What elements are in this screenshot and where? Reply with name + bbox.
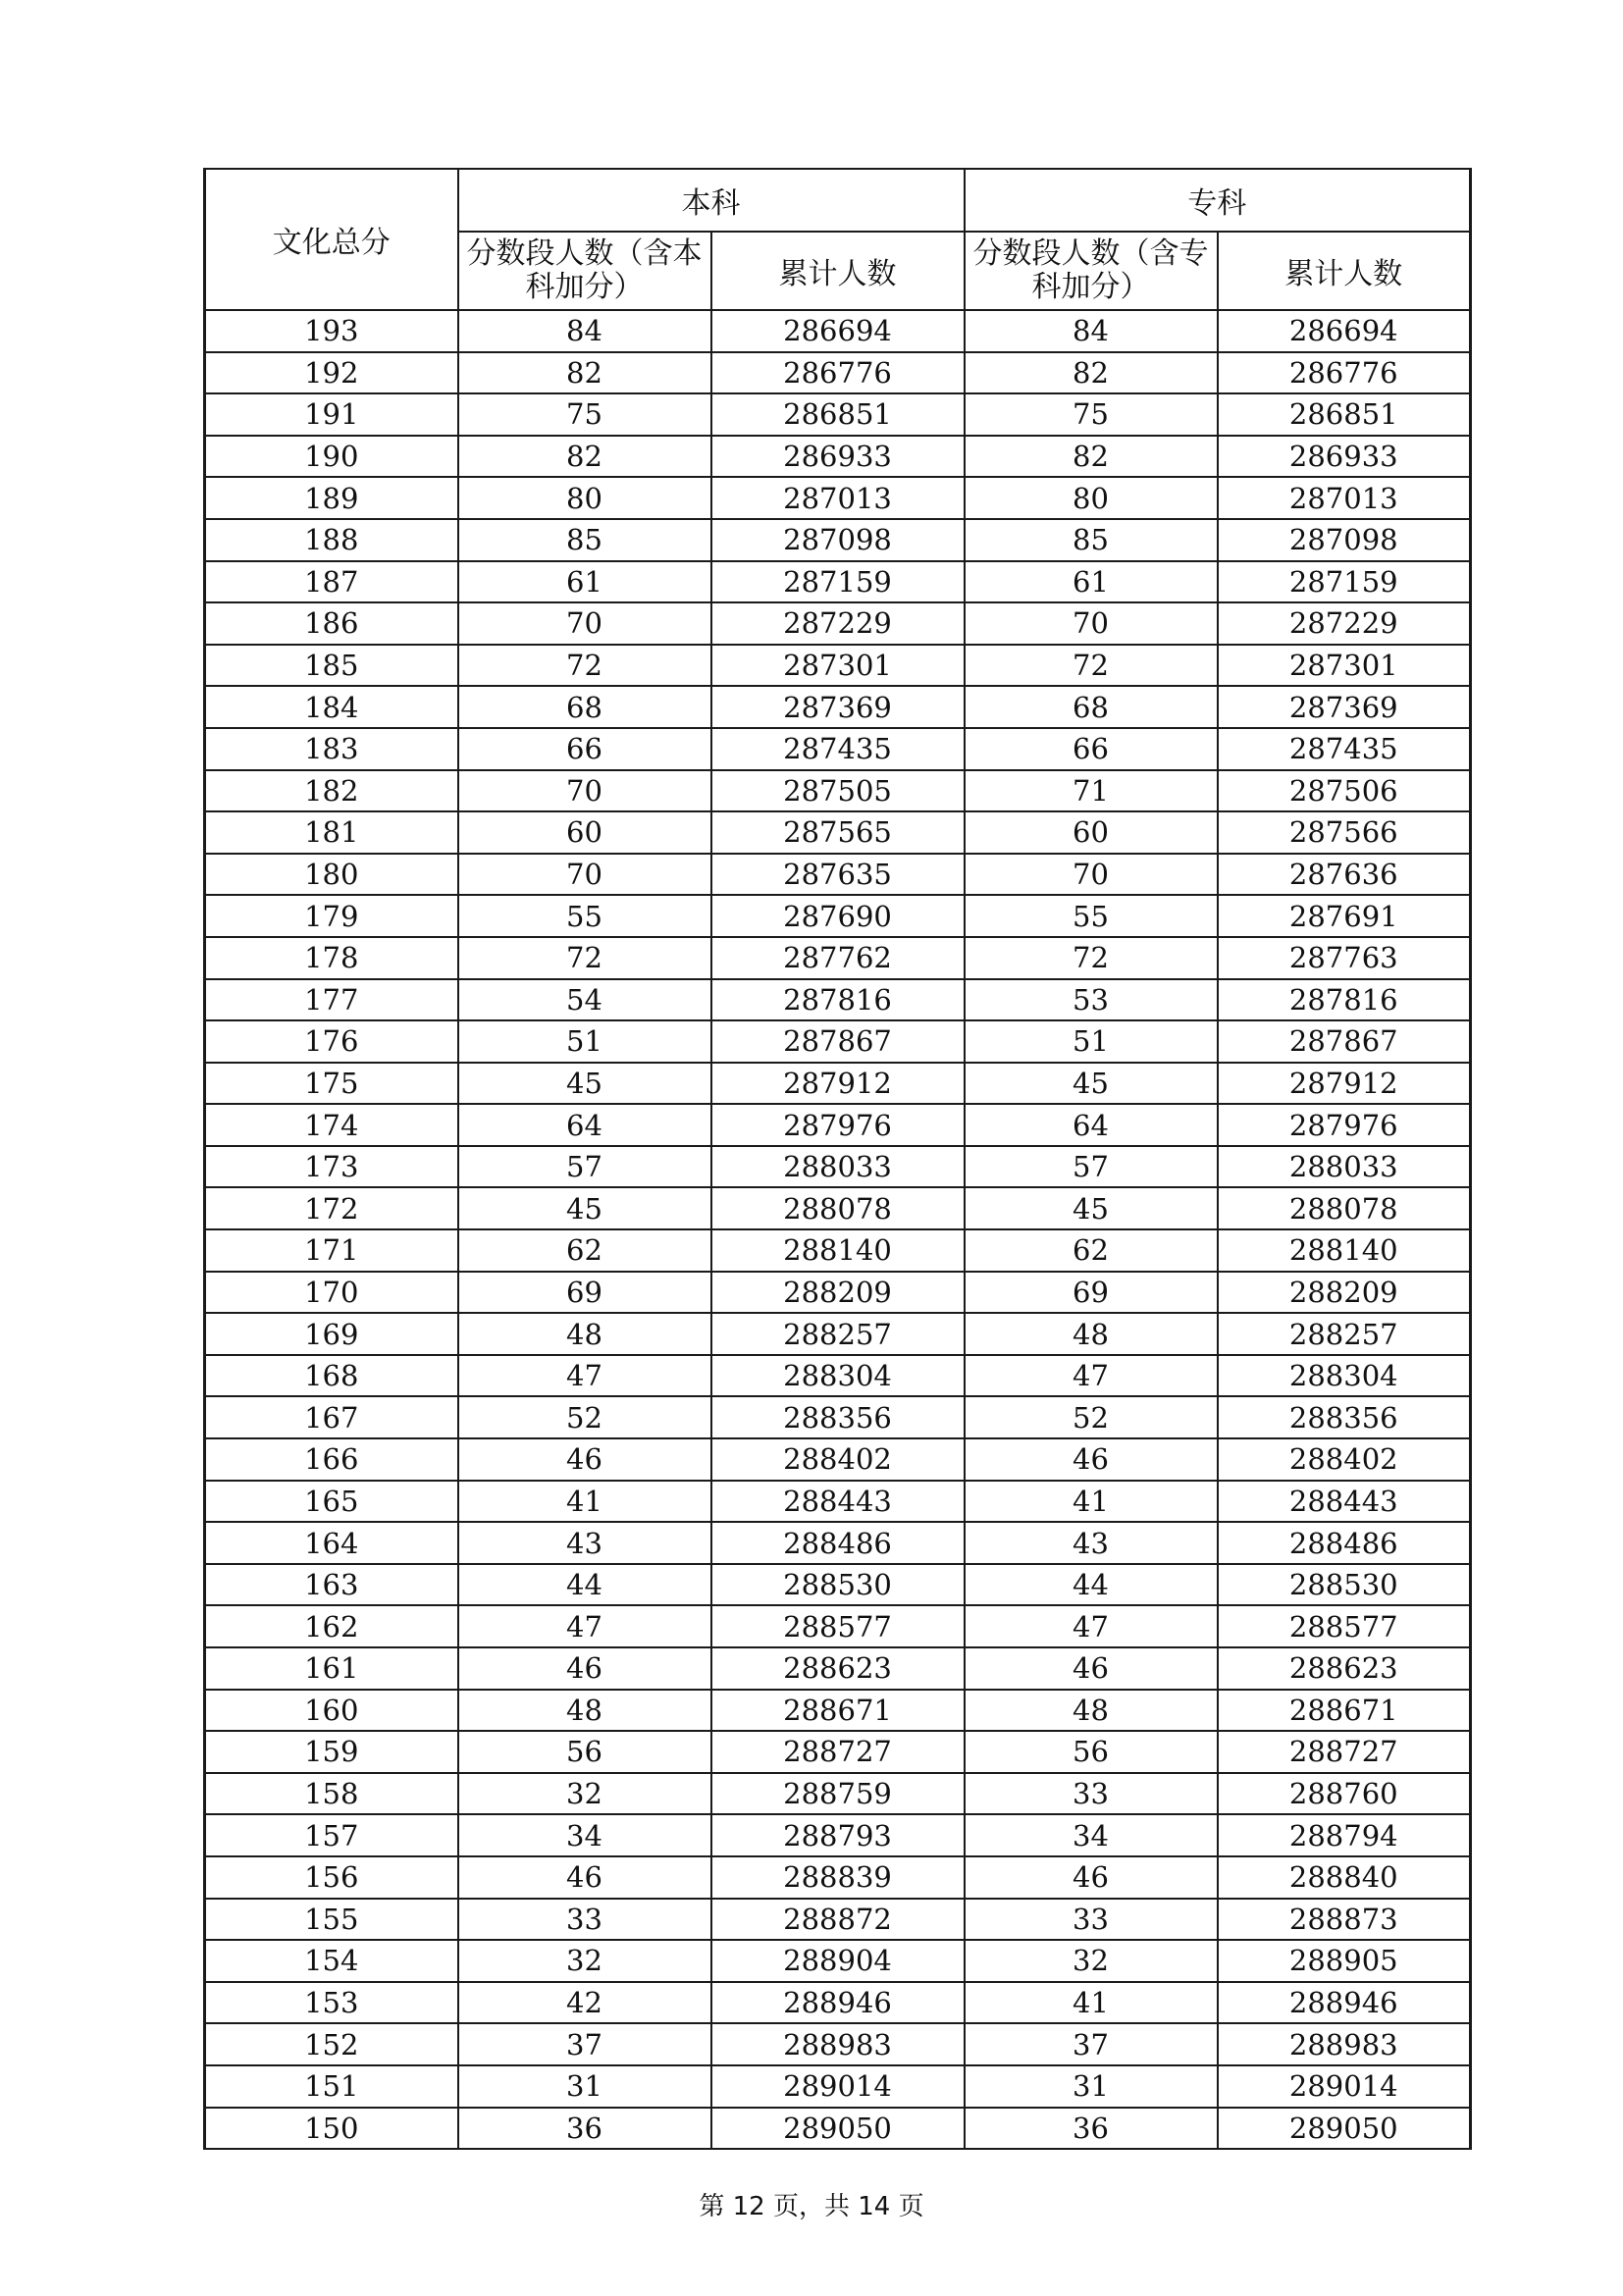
zhuanke-cumulative-cell: 288530: [1218, 1564, 1471, 1606]
zhuanke-cumulative-cell: 287013: [1218, 477, 1471, 519]
header-zhuanke: 专科: [965, 169, 1471, 232]
benke-cumulative-cell: 287229: [711, 602, 965, 645]
zhuanke-cumulative-cell: 289050: [1218, 2108, 1471, 2150]
zhuanke-cumulative-cell: 287763: [1218, 937, 1471, 979]
benke-segment-cell: 32: [458, 1940, 711, 1982]
zhuanke-cumulative-cell: 286851: [1218, 393, 1471, 436]
total-score-cell: 167: [205, 1396, 458, 1438]
total-score-cell: 174: [205, 1104, 458, 1146]
score-distribution-table: [203, 168, 1472, 2150]
table-row: [205, 854, 1471, 896]
table-row: [205, 937, 1471, 979]
zhuanke-cumulative-cell: 288486: [1218, 1522, 1471, 1564]
zhuanke-segment-cell: 43: [965, 1522, 1218, 1564]
benke-segment-cell: 54: [458, 979, 711, 1021]
benke-cumulative-cell: 287435: [711, 728, 965, 770]
total-score-cell: 162: [205, 1605, 458, 1647]
table-row: [205, 393, 1471, 436]
benke-cumulative-cell: 288257: [711, 1313, 965, 1355]
zhuanke-segment-cell: 33: [965, 1899, 1218, 1941]
zhuanke-segment-cell: 62: [965, 1229, 1218, 1272]
zhuanke-segment-cell: 61: [965, 561, 1218, 603]
table-row: [205, 561, 1471, 603]
benke-segment-cell: 44: [458, 1564, 711, 1606]
zhuanke-segment-cell: 46: [965, 1647, 1218, 1690]
zhuanke-cumulative-cell: 287159: [1218, 561, 1471, 603]
benke-segment-cell: 84: [458, 310, 711, 352]
table-row: [205, 477, 1471, 519]
total-score-cell: 156: [205, 1856, 458, 1899]
zhuanke-cumulative-cell: 288840: [1218, 1856, 1471, 1899]
total-score-cell: 173: [205, 1146, 458, 1188]
benke-cumulative-cell: 288759: [711, 1773, 965, 1815]
zhuanke-segment-cell: 52: [965, 1396, 1218, 1438]
benke-cumulative-cell: 288443: [711, 1481, 965, 1523]
header-benke: 本科: [458, 169, 965, 232]
table-row: [205, 1355, 1471, 1397]
table-row: [205, 1313, 1471, 1355]
zhuanke-cumulative-cell: 289014: [1218, 2065, 1471, 2108]
table-row: [205, 1063, 1471, 1105]
zhuanke-segment-cell: 34: [965, 1814, 1218, 1856]
total-score-cell: 158: [205, 1773, 458, 1815]
benke-cumulative-cell: 287013: [711, 477, 965, 519]
zhuanke-cumulative-cell: 287435: [1218, 728, 1471, 770]
table-row: [205, 1146, 1471, 1188]
benke-cumulative-cell: 287635: [711, 854, 965, 896]
benke-cumulative-cell: 287159: [711, 561, 965, 603]
table-row: [205, 602, 1471, 645]
zhuanke-cumulative-cell: 288794: [1218, 1814, 1471, 1856]
total-score-cell: 180: [205, 854, 458, 896]
zhuanke-cumulative-cell: 288078: [1218, 1187, 1471, 1229]
benke-cumulative-cell: 287867: [711, 1020, 965, 1063]
table-row: [205, 2023, 1471, 2065]
total-score-cell: 186: [205, 602, 458, 645]
benke-segment-cell: 37: [458, 2023, 711, 2065]
total-score-cell: 164: [205, 1522, 458, 1564]
benke-segment-cell: 72: [458, 937, 711, 979]
zhuanke-segment-cell: 37: [965, 2023, 1218, 2065]
total-score-cell: 170: [205, 1272, 458, 1314]
zhuanke-segment-cell: 51: [965, 1020, 1218, 1063]
table-row: [205, 1690, 1471, 1732]
benke-cumulative-cell: 288904: [711, 1940, 965, 1982]
zhuanke-cumulative-cell: 288356: [1218, 1396, 1471, 1438]
zhuanke-segment-cell: 41: [965, 1982, 1218, 2024]
benke-cumulative-cell: 287505: [711, 770, 965, 812]
benke-segment-cell: 46: [458, 1856, 711, 1899]
total-score-cell: 179: [205, 895, 458, 937]
page-number-footer: 第 12 页，共 14 页: [699, 2192, 924, 2221]
benke-segment-cell: 61: [458, 561, 711, 603]
benke-segment-cell: 48: [458, 1690, 711, 1732]
benke-segment-cell: 33: [458, 1899, 711, 1941]
benke-cumulative-cell: 288078: [711, 1187, 965, 1229]
zhuanke-segment-cell: 56: [965, 1731, 1218, 1773]
zhuanke-segment-cell: 80: [965, 477, 1218, 519]
header-total-score: 文化总分: [205, 169, 458, 310]
zhuanke-segment-cell: 47: [965, 1355, 1218, 1397]
table-row: [205, 1438, 1471, 1481]
zhuanke-segment-cell: 41: [965, 1481, 1218, 1523]
zhuanke-cumulative-cell: 287506: [1218, 770, 1471, 812]
zhuanke-cumulative-cell: 288946: [1218, 1982, 1471, 2024]
benke-cumulative-cell: 287912: [711, 1063, 965, 1105]
table-row: [205, 770, 1471, 812]
table-row: [205, 1104, 1471, 1146]
benke-cumulative-cell: 288356: [711, 1396, 965, 1438]
total-score-cell: 177: [205, 979, 458, 1021]
total-score-cell: 157: [205, 1814, 458, 1856]
table-row: [205, 1564, 1471, 1606]
total-score-cell: 193: [205, 310, 458, 352]
total-score-cell: 187: [205, 561, 458, 603]
total-score-cell: 151: [205, 2065, 458, 2108]
table-row: [205, 519, 1471, 561]
benke-segment-cell: 41: [458, 1481, 711, 1523]
zhuanke-segment-cell: 47: [965, 1605, 1218, 1647]
zhuanke-cumulative-cell: 287912: [1218, 1063, 1471, 1105]
benke-cumulative-cell: 287369: [711, 686, 965, 728]
total-score-cell: 154: [205, 1940, 458, 1982]
zhuanke-cumulative-cell: 288760: [1218, 1773, 1471, 1815]
table-row: [205, 1481, 1471, 1523]
zhuanke-cumulative-cell: 287636: [1218, 854, 1471, 896]
benke-cumulative-cell: 286933: [711, 436, 965, 478]
zhuanke-cumulative-cell: 287301: [1218, 645, 1471, 687]
benke-segment-cell: 60: [458, 811, 711, 854]
table-row: [205, 1647, 1471, 1690]
benke-cumulative-cell: 288530: [711, 1564, 965, 1606]
benke-segment-cell: 82: [458, 436, 711, 478]
zhuanke-cumulative-cell: 288033: [1218, 1146, 1471, 1188]
zhuanke-segment-cell: 69: [965, 1272, 1218, 1314]
table-row: [205, 436, 1471, 478]
benke-segment-cell: 51: [458, 1020, 711, 1063]
benke-cumulative-cell: 287565: [711, 811, 965, 854]
total-score-cell: 161: [205, 1647, 458, 1690]
benke-cumulative-cell: 288577: [711, 1605, 965, 1647]
zhuanke-segment-cell: 45: [965, 1063, 1218, 1105]
total-score-cell: 178: [205, 937, 458, 979]
benke-segment-cell: 31: [458, 2065, 711, 2108]
table-row: [205, 1522, 1471, 1564]
zhuanke-segment-cell: 60: [965, 811, 1218, 854]
total-score-cell: 169: [205, 1313, 458, 1355]
total-score-cell: 172: [205, 1187, 458, 1229]
table-body: [205, 310, 1471, 2149]
benke-segment-cell: 75: [458, 393, 711, 436]
zhuanke-segment-cell: 33: [965, 1773, 1218, 1815]
benke-cumulative-cell: 286694: [711, 310, 965, 352]
zhuanke-segment-cell: 31: [965, 2065, 1218, 2108]
benke-cumulative-cell: 288671: [711, 1690, 965, 1732]
total-score-cell: 190: [205, 436, 458, 478]
total-score-cell: 150: [205, 2108, 458, 2150]
benke-cumulative-cell: 289014: [711, 2065, 965, 2108]
zhuanke-segment-cell: 71: [965, 770, 1218, 812]
benke-segment-cell: 57: [458, 1146, 711, 1188]
zhuanke-cumulative-cell: 288873: [1218, 1899, 1471, 1941]
zhuanke-segment-cell: 45: [965, 1187, 1218, 1229]
benke-segment-cell: 69: [458, 1272, 711, 1314]
zhuanke-segment-cell: 48: [965, 1313, 1218, 1355]
benke-segment-cell: 42: [458, 1982, 711, 2024]
benke-segment-cell: 62: [458, 1229, 711, 1272]
table-row: [205, 1229, 1471, 1272]
table-row: [205, 2108, 1471, 2150]
zhuanke-segment-cell: 70: [965, 854, 1218, 896]
total-score-cell: 171: [205, 1229, 458, 1272]
total-score-cell: 181: [205, 811, 458, 854]
total-score-cell: 159: [205, 1731, 458, 1773]
total-score-cell: 184: [205, 686, 458, 728]
total-score-cell: 189: [205, 477, 458, 519]
zhuanke-cumulative-cell: 288727: [1218, 1731, 1471, 1773]
total-score-cell: 192: [205, 352, 458, 394]
benke-cumulative-cell: 288623: [711, 1647, 965, 1690]
table-row: [205, 895, 1471, 937]
benke-segment-cell: 55: [458, 895, 711, 937]
zhuanke-segment-cell: 46: [965, 1438, 1218, 1481]
table-row: [205, 1940, 1471, 1982]
zhuanke-cumulative-cell: 287976: [1218, 1104, 1471, 1146]
zhuanke-segment-cell: 57: [965, 1146, 1218, 1188]
table-row: [205, 686, 1471, 728]
benke-cumulative-cell: 288983: [711, 2023, 965, 2065]
benke-cumulative-cell: 287690: [711, 895, 965, 937]
zhuanke-segment-cell: 82: [965, 436, 1218, 478]
zhuanke-cumulative-cell: 287098: [1218, 519, 1471, 561]
benke-segment-cell: 72: [458, 645, 711, 687]
benke-cumulative-cell: 286851: [711, 393, 965, 436]
zhuanke-cumulative-cell: 287369: [1218, 686, 1471, 728]
benke-segment-cell: 70: [458, 770, 711, 812]
header-benke-segment-count: 分数段人数（含本科加分）: [458, 232, 711, 310]
total-score-cell: 166: [205, 1438, 458, 1481]
table-row: [205, 1396, 1471, 1438]
zhuanke-segment-cell: 46: [965, 1856, 1218, 1899]
benke-segment-cell: 52: [458, 1396, 711, 1438]
benke-segment-cell: 68: [458, 686, 711, 728]
table-row: [205, 1773, 1471, 1815]
zhuanke-segment-cell: 84: [965, 310, 1218, 352]
zhuanke-cumulative-cell: 288257: [1218, 1313, 1471, 1355]
zhuanke-segment-cell: 75: [965, 393, 1218, 436]
total-score-cell: 155: [205, 1899, 458, 1941]
benke-segment-cell: 46: [458, 1647, 711, 1690]
zhuanke-segment-cell: 44: [965, 1564, 1218, 1606]
benke-segment-cell: 56: [458, 1731, 711, 1773]
zhuanke-segment-cell: 36: [965, 2108, 1218, 2150]
benke-cumulative-cell: 288304: [711, 1355, 965, 1397]
total-score-cell: 175: [205, 1063, 458, 1105]
benke-segment-cell: 43: [458, 1522, 711, 1564]
table-row: [205, 1020, 1471, 1063]
zhuanke-segment-cell: 82: [965, 352, 1218, 394]
table-row: [205, 1856, 1471, 1899]
benke-segment-cell: 64: [458, 1104, 711, 1146]
total-score-cell: 160: [205, 1690, 458, 1732]
table-row: [205, 1731, 1471, 1773]
zhuanke-segment-cell: 64: [965, 1104, 1218, 1146]
zhuanke-segment-cell: 85: [965, 519, 1218, 561]
zhuanke-cumulative-cell: 286694: [1218, 310, 1471, 352]
zhuanke-segment-cell: 68: [965, 686, 1218, 728]
benke-segment-cell: 47: [458, 1605, 711, 1647]
zhuanke-segment-cell: 66: [965, 728, 1218, 770]
benke-segment-cell: 34: [458, 1814, 711, 1856]
table-row: [205, 352, 1471, 394]
benke-cumulative-cell: 287301: [711, 645, 965, 687]
benke-segment-cell: 66: [458, 728, 711, 770]
header-zhuanke-cumulative: 累计人数: [1218, 232, 1471, 310]
zhuanke-cumulative-cell: 287691: [1218, 895, 1471, 937]
table-row: [205, 1814, 1471, 1856]
total-score-cell: 152: [205, 2023, 458, 2065]
zhuanke-cumulative-cell: 288623: [1218, 1647, 1471, 1690]
zhuanke-segment-cell: 72: [965, 937, 1218, 979]
benke-cumulative-cell: 287098: [711, 519, 965, 561]
benke-cumulative-cell: 288486: [711, 1522, 965, 1564]
zhuanke-cumulative-cell: 288304: [1218, 1355, 1471, 1397]
zhuanke-cumulative-cell: 286776: [1218, 352, 1471, 394]
table-row: [205, 1899, 1471, 1941]
total-score-cell: 168: [205, 1355, 458, 1397]
table-row: [205, 310, 1471, 352]
zhuanke-cumulative-cell: 288402: [1218, 1438, 1471, 1481]
total-score-cell: 188: [205, 519, 458, 561]
benke-cumulative-cell: 288140: [711, 1229, 965, 1272]
total-score-cell: 153: [205, 1982, 458, 2024]
table-row: [205, 1982, 1471, 2024]
zhuanke-segment-cell: 55: [965, 895, 1218, 937]
benke-cumulative-cell: 288033: [711, 1146, 965, 1188]
benke-cumulative-cell: 286776: [711, 352, 965, 394]
benke-cumulative-cell: 289050: [711, 2108, 965, 2150]
table-row: [205, 1605, 1471, 1647]
zhuanke-cumulative-cell: 288443: [1218, 1481, 1471, 1523]
benke-segment-cell: 70: [458, 602, 711, 645]
benke-cumulative-cell: 288402: [711, 1438, 965, 1481]
table-row: [205, 1187, 1471, 1229]
total-score-cell: 176: [205, 1020, 458, 1063]
total-score-cell: 182: [205, 770, 458, 812]
benke-cumulative-cell: 288793: [711, 1814, 965, 1856]
table-row: [205, 728, 1471, 770]
zhuanke-segment-cell: 70: [965, 602, 1218, 645]
total-score-cell: 191: [205, 393, 458, 436]
table-row: [205, 979, 1471, 1021]
benke-segment-cell: 48: [458, 1313, 711, 1355]
header-zhuanke-segment-count: 分数段人数（含专科加分）: [965, 232, 1218, 310]
benke-segment-cell: 47: [458, 1355, 711, 1397]
benke-segment-cell: 32: [458, 1773, 711, 1815]
zhuanke-cumulative-cell: 288209: [1218, 1272, 1471, 1314]
zhuanke-cumulative-cell: 288140: [1218, 1229, 1471, 1272]
header-benke-cumulative: 累计人数: [711, 232, 965, 310]
benke-segment-cell: 46: [458, 1438, 711, 1481]
zhuanke-cumulative-cell: 288905: [1218, 1940, 1471, 1982]
table-row: [205, 811, 1471, 854]
zhuanke-cumulative-cell: 287816: [1218, 979, 1471, 1021]
zhuanke-segment-cell: 72: [965, 645, 1218, 687]
benke-cumulative-cell: 287976: [711, 1104, 965, 1146]
zhuanke-cumulative-cell: 288577: [1218, 1605, 1471, 1647]
zhuanke-cumulative-cell: 288983: [1218, 2023, 1471, 2065]
benke-segment-cell: 82: [458, 352, 711, 394]
zhuanke-cumulative-cell: 287566: [1218, 811, 1471, 854]
benke-cumulative-cell: 288946: [711, 1982, 965, 2024]
zhuanke-segment-cell: 32: [965, 1940, 1218, 1982]
total-score-cell: 185: [205, 645, 458, 687]
benke-segment-cell: 36: [458, 2108, 711, 2150]
benke-cumulative-cell: 288727: [711, 1731, 965, 1773]
benke-cumulative-cell: 287762: [711, 937, 965, 979]
table-row: [205, 2065, 1471, 2108]
zhuanke-segment-cell: 53: [965, 979, 1218, 1021]
total-score-cell: 163: [205, 1564, 458, 1606]
benke-segment-cell: 70: [458, 854, 711, 896]
benke-cumulative-cell: 288839: [711, 1856, 965, 1899]
zhuanke-cumulative-cell: 287867: [1218, 1020, 1471, 1063]
benke-segment-cell: 85: [458, 519, 711, 561]
benke-cumulative-cell: 288872: [711, 1899, 965, 1941]
benke-segment-cell: 45: [458, 1063, 711, 1105]
zhuanke-cumulative-cell: 288671: [1218, 1690, 1471, 1732]
total-score-cell: 183: [205, 728, 458, 770]
table-row: [205, 645, 1471, 687]
benke-segment-cell: 80: [458, 477, 711, 519]
table-row: [205, 1272, 1471, 1314]
total-score-cell: 165: [205, 1481, 458, 1523]
zhuanke-segment-cell: 48: [965, 1690, 1218, 1732]
benke-cumulative-cell: 287816: [711, 979, 965, 1021]
zhuanke-cumulative-cell: 287229: [1218, 602, 1471, 645]
benke-cumulative-cell: 288209: [711, 1272, 965, 1314]
zhuanke-cumulative-cell: 286933: [1218, 436, 1471, 478]
benke-segment-cell: 45: [458, 1187, 711, 1229]
